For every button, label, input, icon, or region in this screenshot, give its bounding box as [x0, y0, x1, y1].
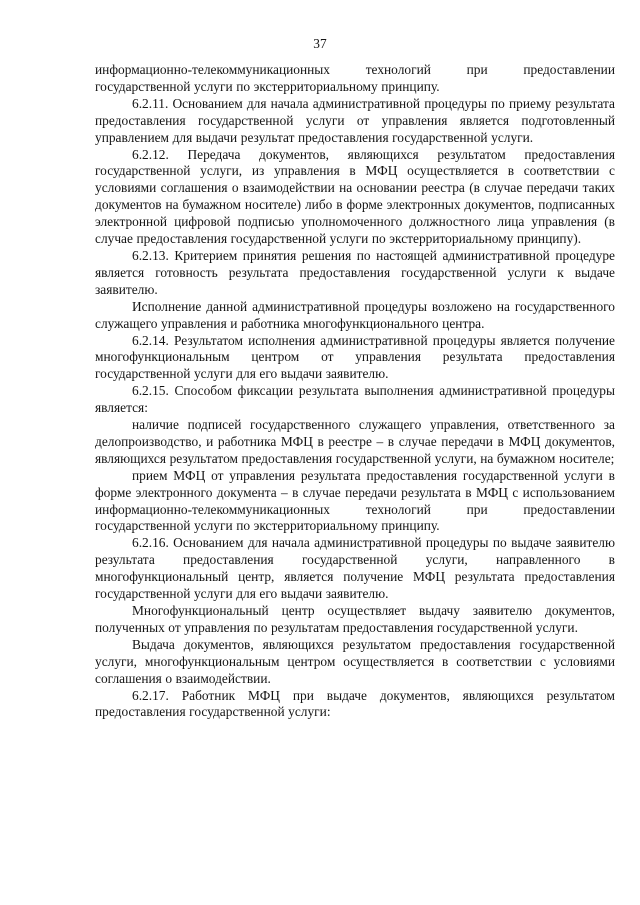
- paragraph-6-2-17: 6.2.17. Работник МФЦ при выдаче документов, являющихся результатом предоставления государственной услуги:: [95, 687, 615, 720]
- paragraph-6-2-15: 6.2.15. Способом фиксации результата выполнения административной процедуры является:: [95, 383, 615, 416]
- paragraph-6-2-16: 6.2.16. Основанием для начала административной процедуры по выдаче заявителю результата предоставления государственной услуги, направленного в многофункциональный центр, является получение МФЦ результата предоставления государственной услуги для его выдачи заявителю.: [95, 535, 615, 602]
- paragraph-paper-signatures: наличие подписей государственного служащего управления, ответственного за делопроизводство, и работника МФЦ в реестре – в случае передачи в МФЦ документов, являющихся результатом предоставления государственной услуги, на бумажном носителе;: [95, 417, 615, 466]
- paragraph-6-2-11: 6.2.11. Основанием для начала административной процедуры по приему результата предоставления государственной услуги от управления является подготовленный управлением для выдачи результат предоставления государственной услуги.: [95, 95, 615, 145]
- paragraph-6-2-14: 6.2.14. Результатом исполнения административной процедуры является получение многофункциональным центром от управления результата предоставления государственной услуги для его выдачи заявителю.: [95, 332, 615, 382]
- paragraph-mfc-issues: Многофункциональный центр осуществляет выдачу заявителю документов, полученных от управления по результатам предоставления государственной услуги.: [95, 603, 615, 635]
- paragraph-issuance-agreement: Выдача документов, являющихся результатом предоставления государственной услуги, многофункциональным центром осуществляется в соответствии с условиями соглашения о взаимодействии.: [95, 636, 615, 686]
- document-body: [95, 62, 615, 721]
- paragraph-execution-responsibility: Исполнение данной административной процедуры возложено на государственного служащего управления и работника многофункционального центра.: [95, 298, 615, 331]
- paragraph-electronic-receipt: прием МФЦ от управления результата предоставления государственной услуги в форме электронного документа – в случае передачи результата в МФЦ с использованием информационно-телекоммуникационных технологий при предоставлении государственной услуги по экстерриториальному принципу.: [95, 467, 615, 534]
- page-number: 37: [313, 36, 327, 51]
- paragraph-continuation: информационно-телекоммуникационных технологий при предоставлении государственной услуги по экстерриториальному принципу.: [95, 62, 615, 94]
- paragraph-6-2-13: 6.2.13. Критерием принятия решения по настоящей административной процедуре является готовность результата предоставления государственной услуги к выдаче заявителю.: [95, 247, 615, 297]
- paragraph-6-2-12: 6.2.12. Передача документов, являющихся результатом предоставления государственной услуги, из управления в МФЦ осуществляется в соответствии с условиями соглашения о взаимодействии на основании реестра (в случае передачи таких документов на бумажном носителе) либо в форме электронных документов, подписанных электронной цифровой подписью уполномоченного должностного лица управления (в случае предоставления государственной услуги по экстерриториальному принципу).: [95, 146, 615, 247]
